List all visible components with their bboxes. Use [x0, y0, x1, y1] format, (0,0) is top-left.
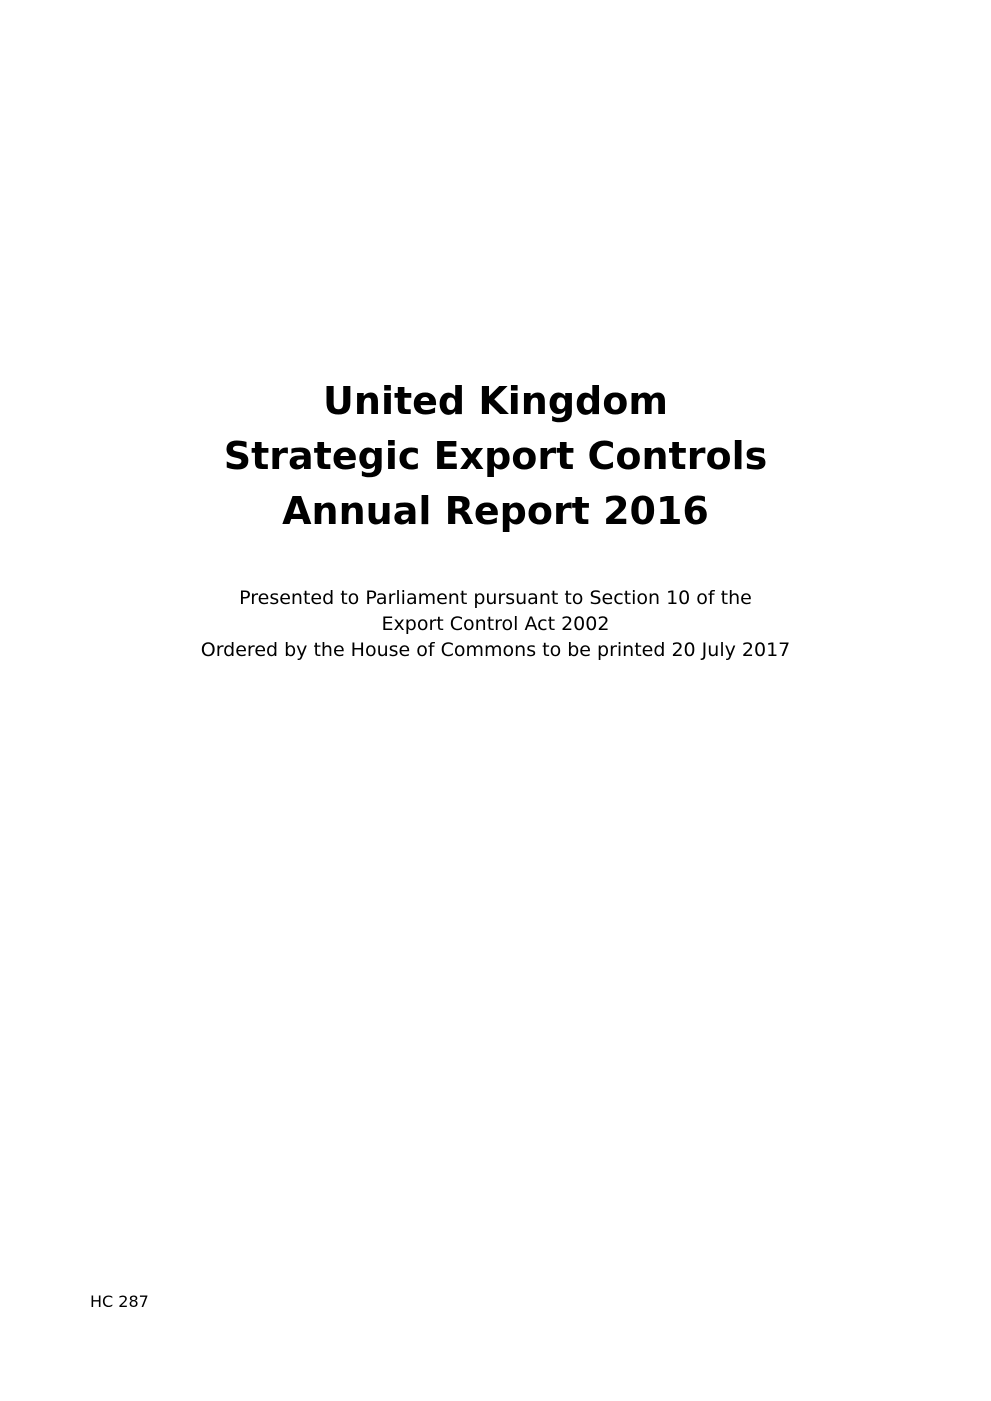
presentation-statement — [0, 585, 991, 663]
document-title — [0, 374, 991, 539]
subtitle-line: Ordered by the House of Commons to be printed 20 July 2017 — [200, 639, 791, 661]
title-line: United Kingdom — [323, 379, 668, 423]
subtitle-line: Presented to Parliament pursuant to Section 10 of the — [239, 587, 752, 609]
subtitle-line: Export Control Act 2002 — [381, 613, 610, 635]
title-line: Annual Report 2016 — [282, 489, 709, 533]
document-reference: HC 287 — [90, 1292, 149, 1311]
title-line: Strategic Export Controls — [223, 434, 768, 478]
